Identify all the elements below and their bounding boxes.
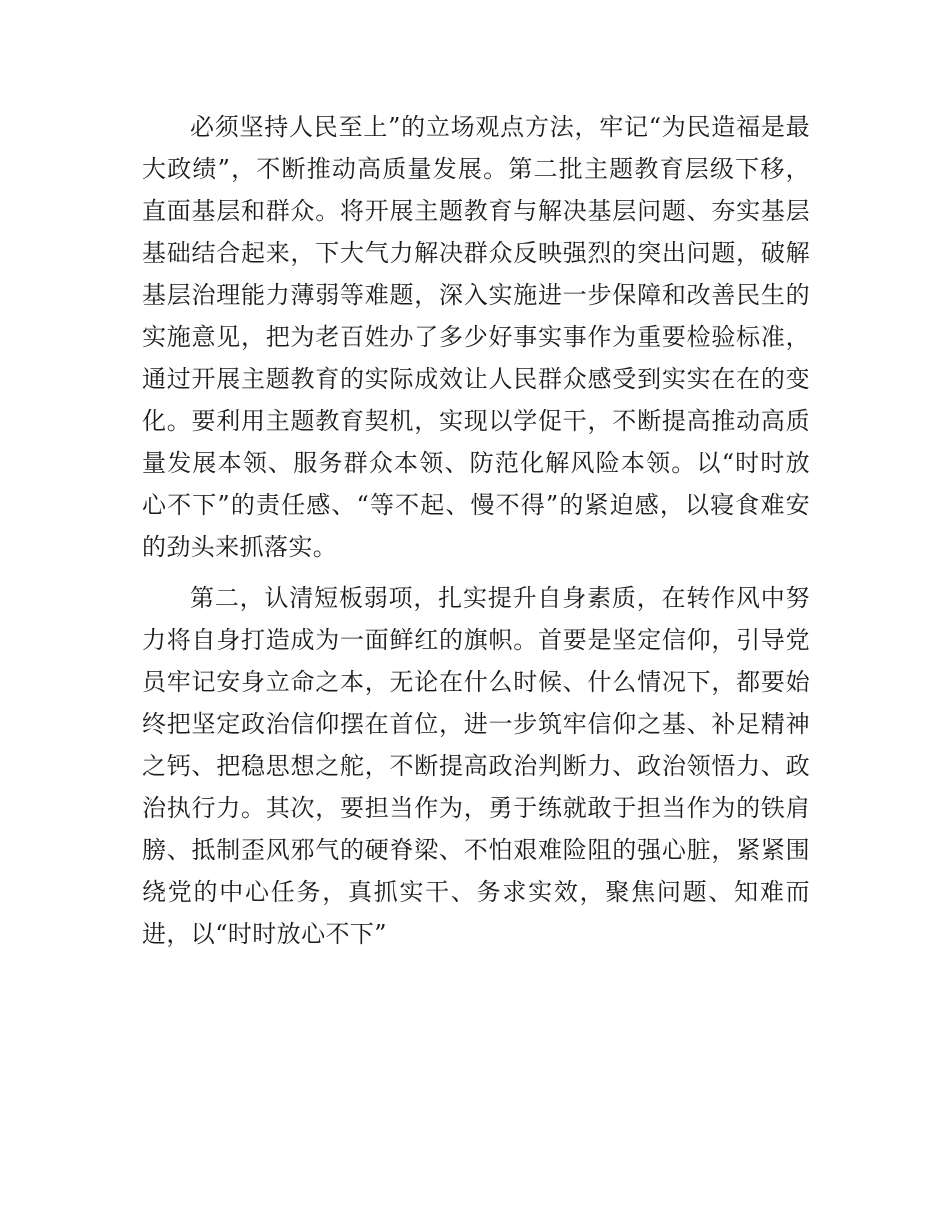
paragraph-2: 第二，认清短板弱项，扎实提升自身素质，在转作风中努力将自身打造成为一面鲜红的旗帜。首要是坚定信仰，引导党员牢记安身立命之本，无论在什么时候、什么情况下，都要始终把坚定政治信仰摆在首位，进一步筑牢信仰之基、补足精神之钙、把稳思想之舵，不断提高政治判断力、政治领悟力、政治执行力。其次，要担当作为，勇于练就敢于担当作为的铁肩膀、抵制歪风邪气的硬脊梁、不怕艰难险阻的强心脏，紧紧围绕党的中心任务，真抓实干、务求实效，聚焦问题、知难而进，以“时时放心不下” [142,584,810,948]
document-body [142,106,810,955]
paragraph-1: 必须坚持人民至上”的立场观点方法，牢记“为民造福是最大政绩”，不断推动高质量发展。第二批主题教育层级下移，直面基层和群众。将开展主题教育与解决基层问题、夯实基层基础结合起来，下大气力解决群众反映强烈的突出问题，破解基层治理能力薄弱等难题，深入实施进一步保障和改善民生的实施意见，把为老百姓办了多少好事实事作为重要检验标准，通过开展主题教育的实际成效让人民群众感受到实实在在的变化。要利用主题教育契机，实现以学促干，不断提高推动高质量发展本领、服务群众本领、防范化解风险本领。以“时时放心不下”的责任感、“等不起、慢不得”的紧迫感，以寝食难安的劲头来抓落实。 [142,113,810,561]
